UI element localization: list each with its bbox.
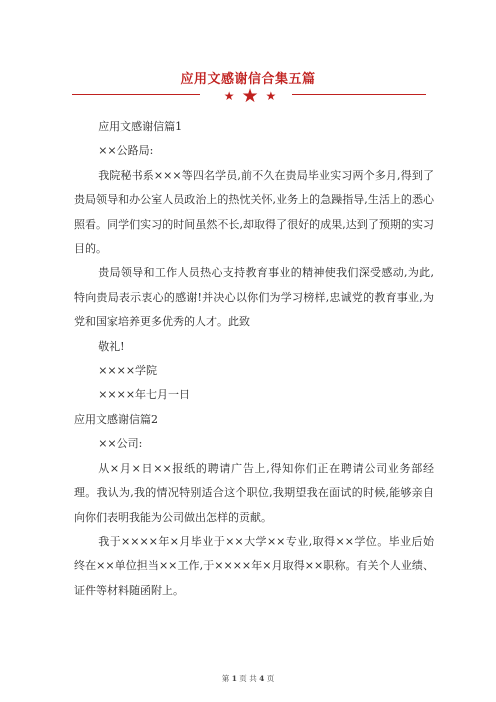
- divider-line-left: [72, 94, 200, 95]
- salutation: ××公司:: [98, 437, 143, 451]
- footer-suffix: 页: [266, 674, 275, 683]
- current-page-number: 1: [231, 674, 237, 683]
- body-paragraph: 从×月×日××报纸的聘请广告上,得知你们正在聘请公司业务部经理。我认为,我的情况特别适合这个职位,我期望我在面试的时候,能够亲自向你们表明我能为公司做出怎样的贡献。: [74, 461, 434, 524]
- body-paragraph: 应用文感谢信篇1: [98, 120, 183, 133]
- body-paragraph: 贵局领导和工作人员热心支持教育事业的精神使我们深受感动,为此,特向贵局表示衷心的感谢!并决心以你们为学习榜样,忠诚党的教育事业,为党和国家培养更多优秀的人才。此致: [74, 266, 434, 329]
- small-star-icon: ★: [265, 88, 277, 103]
- document-title: 应用文感谢信合集五篇: [180, 72, 316, 87]
- closing: 敬礼!: [98, 339, 125, 353]
- date-line: ××××年七月一日: [98, 388, 191, 402]
- total-page-count: 4: [259, 674, 265, 683]
- body-paragraph: 我院秘书系×××等四名学员,前不久在贵局毕业实习两个多月,得到了贵局领导和办公室人员政治上的热忱关怀,业务上的急躁指导,生活上的悉心照看。同学们实习的时间虽然不长,却取得了很好的成果,达到了预期的实习目的。: [74, 168, 434, 256]
- footer-prefix: 第: [221, 674, 230, 683]
- body-paragraph: 我于××××年×月毕业于××大学××专业,取得××学位。毕业后始终在××单位担当××工作,于××××年×月取得××职称。有关个人业绩、证件等材料随函附上。: [74, 534, 434, 597]
- signature: ××××学院: [98, 364, 158, 378]
- salutation: ××公路局:: [98, 144, 154, 158]
- page-footer: [0, 673, 496, 684]
- title-divider: [72, 84, 426, 106]
- section-heading: 应用文感谢信篇2: [74, 412, 158, 426]
- large-star-icon: ★: [241, 84, 259, 107]
- small-star-icon: ★: [223, 88, 235, 103]
- document-body: [74, 115, 434, 603]
- footer-page-word: 页: [239, 674, 247, 683]
- star-ornament: [210, 84, 290, 106]
- footer-total-prefix: 共: [249, 674, 257, 683]
- divider-line-right: [292, 94, 426, 95]
